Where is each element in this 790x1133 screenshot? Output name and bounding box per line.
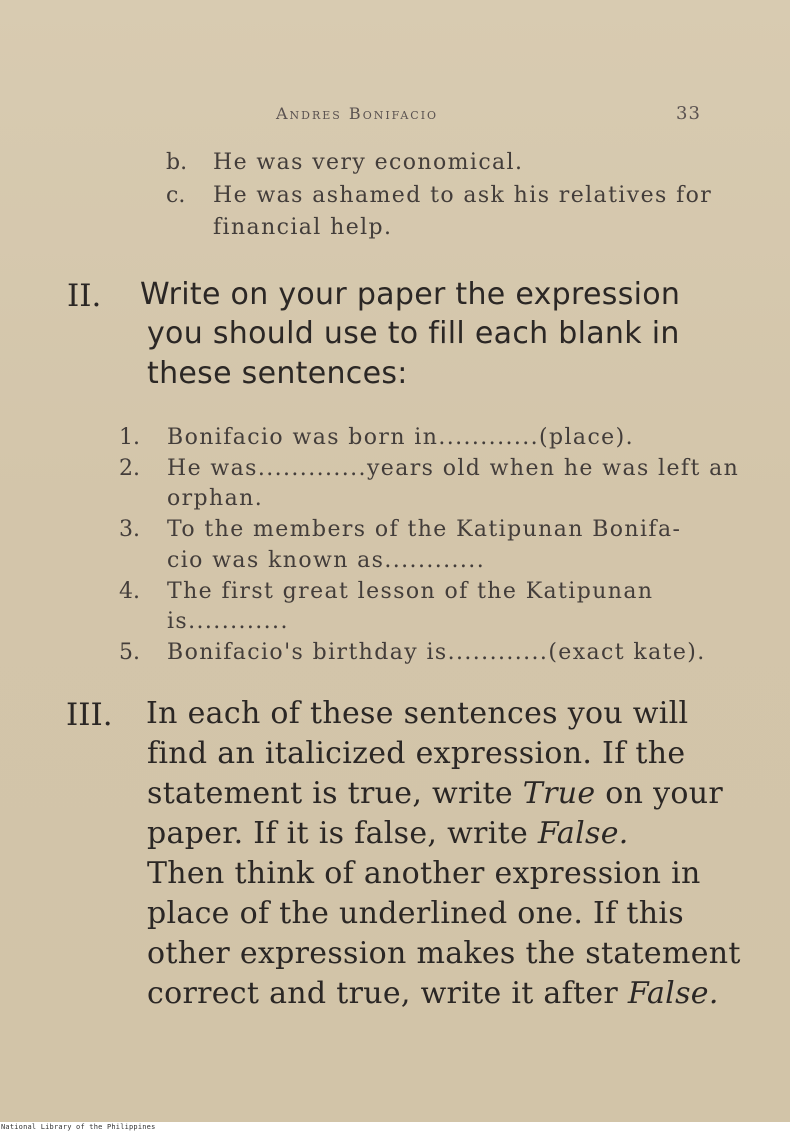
item-number-5: 5.: [119, 640, 140, 665]
section-3-line8: [147, 976, 719, 1011]
section-3-line5: Then think of another expression in: [147, 856, 701, 891]
running-header-title: Andres Bonifacio: [276, 104, 439, 123]
section-3-line8-start: correct and true, write it after: [147, 976, 628, 1011]
option-c-text-line1: He was ashamed to ask his relatives for: [213, 183, 713, 208]
option-c-text-line2: financial help.: [213, 215, 393, 240]
item-3-text-line2: cio was known as............: [167, 548, 486, 573]
library-credit: National Library of the Philippines: [1, 1123, 156, 1131]
item-number-2: 2.: [119, 456, 140, 481]
item-3-text-line1: To the members of the Katipunan Bonifa-: [167, 517, 682, 542]
section-2-instruction-line3: these sentences:: [147, 356, 408, 391]
item-4-text-line1: The first great lesson of the Katipunan: [167, 579, 654, 604]
item-number-1: 1.: [119, 425, 140, 450]
item-4-text-line2: is............: [167, 609, 289, 634]
section-3-line7: other expression makes the statement: [147, 936, 741, 971]
section-3-line2: find an italicized expression. If the: [147, 736, 686, 771]
section-3-line3-end: on your: [595, 776, 723, 811]
section-2-instruction-line1: Write on your paper the expression: [140, 277, 681, 312]
section-3-line4: [147, 816, 629, 851]
page-number: 33: [676, 103, 701, 124]
item-number-3: 3.: [119, 517, 140, 542]
item-number-4: 4.: [119, 579, 140, 604]
option-letter-c: c.: [166, 183, 186, 208]
section-2-instruction-line2: you should use to fill each blank in: [147, 316, 680, 351]
item-2-text-line1: He was.............years old when he was left an: [167, 456, 740, 481]
option-b-text: He was very economical.: [213, 150, 524, 175]
section-3-line4-start: paper. If it is false, write: [147, 816, 538, 851]
section-3-line1: In each of these sentences you will: [146, 696, 689, 731]
option-letter-b: b.: [166, 150, 188, 175]
item-2-text-line2: orphan.: [167, 486, 264, 511]
italic-word-true: True: [522, 776, 596, 811]
italic-word-false: False.: [537, 816, 629, 851]
item-5-text: Bonifacio's birthday is............(exact kate).: [167, 640, 706, 665]
section-3-numeral: III.: [66, 697, 113, 733]
item-1-text: Bonifacio was born in............(place).: [167, 425, 634, 450]
section-3-line3-start: statement is true, write: [147, 776, 523, 811]
section-3-line3: [147, 776, 723, 811]
section-3-line6: place of the underlined one. If this: [147, 896, 684, 931]
section-2-numeral: II.: [67, 278, 102, 314]
italic-word-false-final: False.: [627, 976, 719, 1011]
